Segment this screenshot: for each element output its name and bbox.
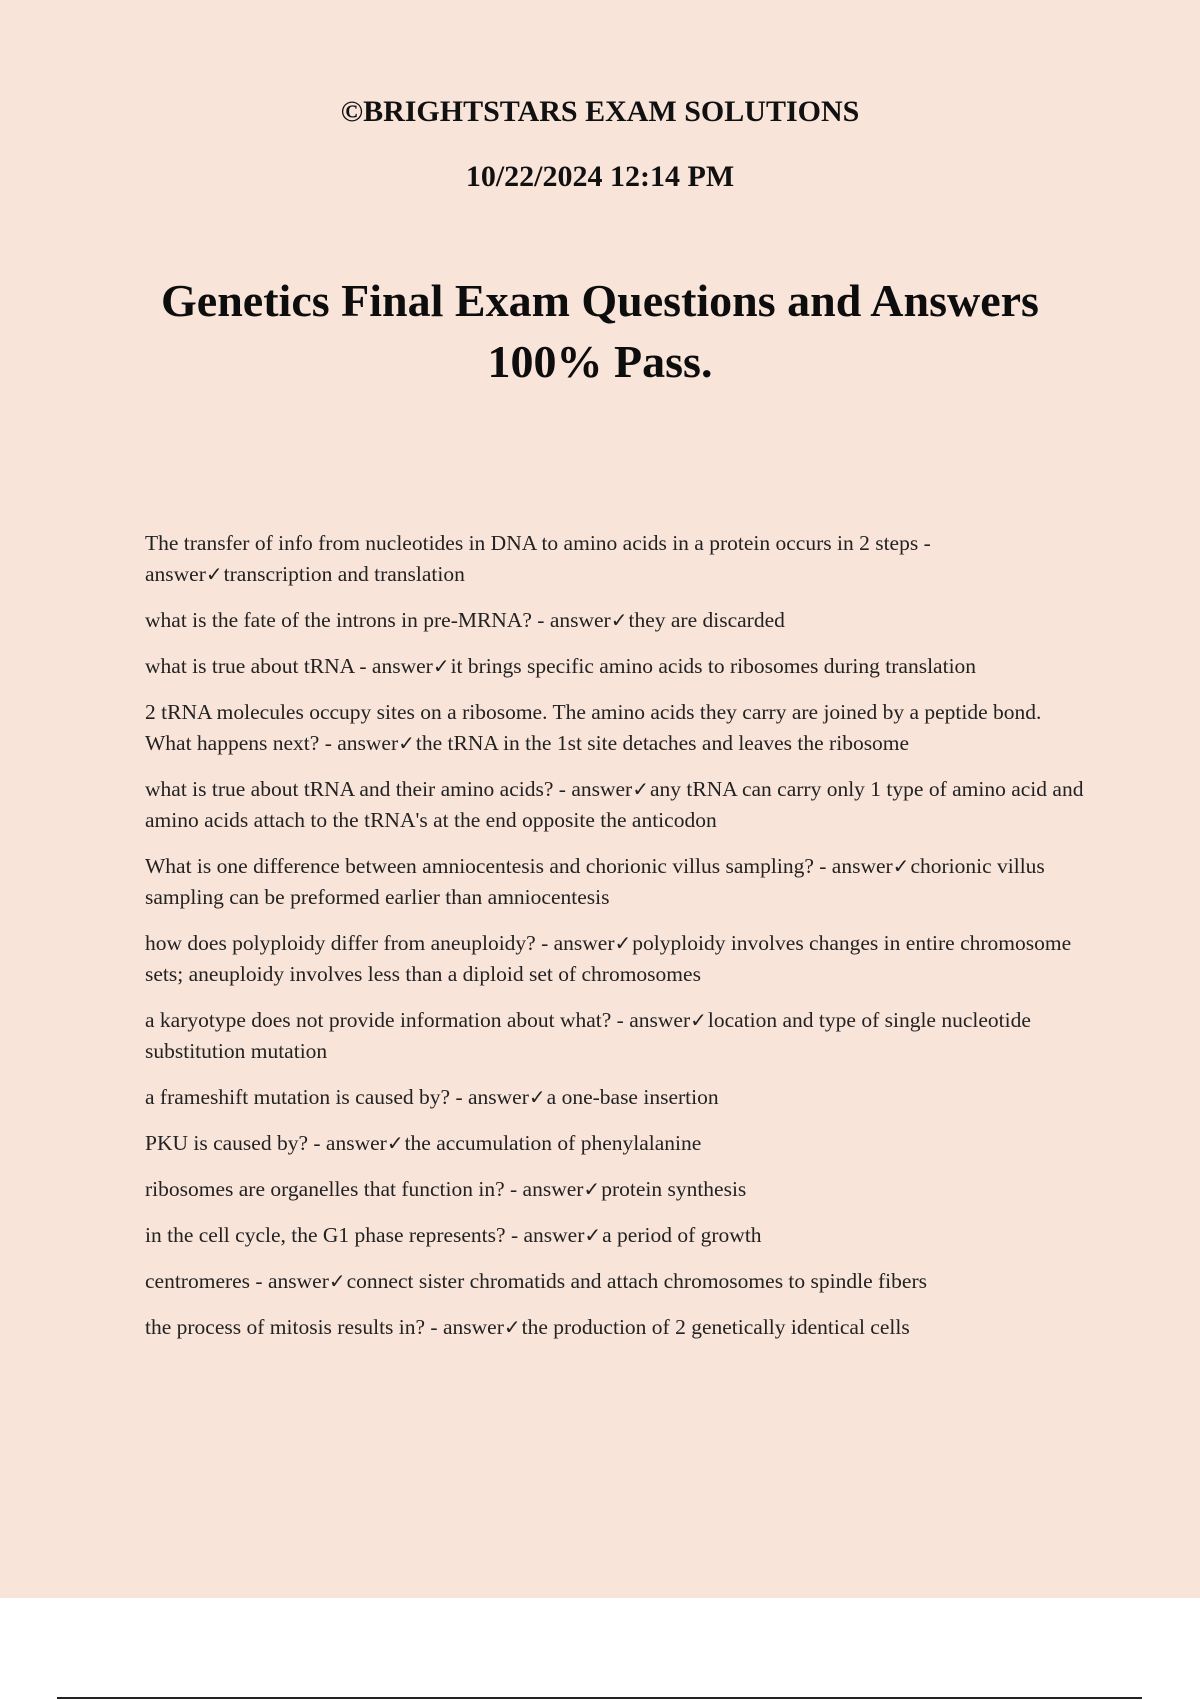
- title-line-2: 100% Pass.: [487, 336, 713, 387]
- question-text: a frameshift mutation is caused by? - answer: [145, 1085, 529, 1109]
- qa-item: [145, 928, 1085, 990]
- answer-text: chorionic villus sampling can be preformed earlier than amniocentesis: [145, 854, 1045, 909]
- answer-text: transcription and translation: [223, 562, 465, 586]
- qa-item: [145, 1082, 1085, 1113]
- question-text: 2 tRNA molecules occupy sites on a ribosome. The amino acids they carry are joined by a peptide bond. What happens next? - answer: [145, 700, 1042, 755]
- qa-item: [145, 1220, 1085, 1251]
- qa-item: [145, 1266, 1085, 1297]
- answer-text: any tRNA can carry only 1 type of amino acid and amino acids attach to the tRNA's at the end opposite the anticodon: [145, 777, 1084, 832]
- qa-list: [145, 528, 1085, 1358]
- check-icon: ✓: [632, 777, 649, 801]
- question-text: what is true about tRNA - answer: [145, 654, 433, 678]
- qa-item: [145, 651, 1085, 682]
- qa-item: [145, 774, 1085, 836]
- question-text: in the cell cycle, the G1 phase represents? - answer: [145, 1223, 585, 1247]
- question-text: centromeres - answer: [145, 1269, 329, 1293]
- qa-item: [145, 528, 1085, 590]
- qa-item: [145, 1128, 1085, 1159]
- answer-text: a one-base insertion: [546, 1085, 719, 1109]
- brand-header: ©BRIGHTSTARS EXAM SOLUTIONS: [340, 95, 860, 128]
- check-icon: ✓: [690, 1008, 707, 1032]
- page-title: [100, 270, 1100, 392]
- qa-item: [145, 1174, 1085, 1205]
- question-text: what is true about tRNA and their amino acids? - answer: [145, 777, 633, 801]
- answer-text: protein synthesis: [601, 1177, 747, 1201]
- question-text: a karyotype does not provide information about what? - answer: [145, 1008, 691, 1032]
- check-icon: ✓: [328, 1269, 346, 1293]
- check-icon: ✓: [614, 931, 632, 955]
- title-line-1: Genetics Final Exam Questions and Answers: [161, 275, 1039, 326]
- footer-divider: [57, 1697, 1142, 1699]
- check-icon: ✓: [432, 654, 450, 678]
- answer-text: location and type of single nucleotide substitution mutation: [145, 1008, 1031, 1063]
- qa-item: [145, 1005, 1085, 1067]
- qa-item: [145, 1312, 1085, 1343]
- document-datetime: 10/22/2024 12:14 PM: [465, 160, 735, 193]
- check-icon: ✓: [892, 854, 910, 878]
- answer-text: a period of growth: [602, 1223, 762, 1247]
- question-text: The transfer of info from nucleotides in DNA to amino acids in a protein occurs in 2 steps - answer: [145, 531, 931, 586]
- check-icon: ✓: [583, 1177, 601, 1201]
- check-icon: ✓: [386, 1131, 404, 1155]
- check-icon: ✓: [205, 562, 223, 586]
- answer-text: the accumulation of phenylalanine: [404, 1131, 702, 1155]
- question-text: PKU is caused by? - answer: [145, 1131, 387, 1155]
- answer-text: polyploidy involves changes in entire chromosome sets; aneuploidy involves less than a diploid set of chromosomes: [145, 931, 1072, 986]
- check-icon: ✓: [503, 1315, 521, 1339]
- question-text: What is one difference between amniocentesis and chorionic villus sampling? - answer: [145, 854, 893, 878]
- question-text: ribosomes are organelles that function in? - answer: [145, 1177, 584, 1201]
- question-text: how does polyploidy differ from aneuploidy? - answer: [145, 931, 615, 955]
- answer-text: connect sister chromatids and attach chromosomes to spindle fibers: [346, 1269, 927, 1293]
- question-text: what is the fate of the introns in pre-MRNA? - answer: [145, 608, 611, 632]
- qa-item: [145, 851, 1085, 913]
- answer-text: the production of 2 genetically identical cells: [521, 1315, 910, 1339]
- check-icon: ✓: [584, 1223, 602, 1247]
- check-icon: ✓: [610, 608, 628, 632]
- check-icon: ✓: [528, 1085, 546, 1109]
- question-text: the process of mitosis results in? - answer: [145, 1315, 504, 1339]
- answer-text: they are discarded: [628, 608, 785, 632]
- answer-text: it brings specific amino acids to ribosomes during translation: [450, 654, 977, 678]
- answer-text: the tRNA in the 1st site detaches and leaves the ribosome: [415, 731, 910, 755]
- qa-item: [145, 697, 1085, 759]
- qa-item: [145, 605, 1085, 636]
- check-icon: ✓: [398, 731, 415, 755]
